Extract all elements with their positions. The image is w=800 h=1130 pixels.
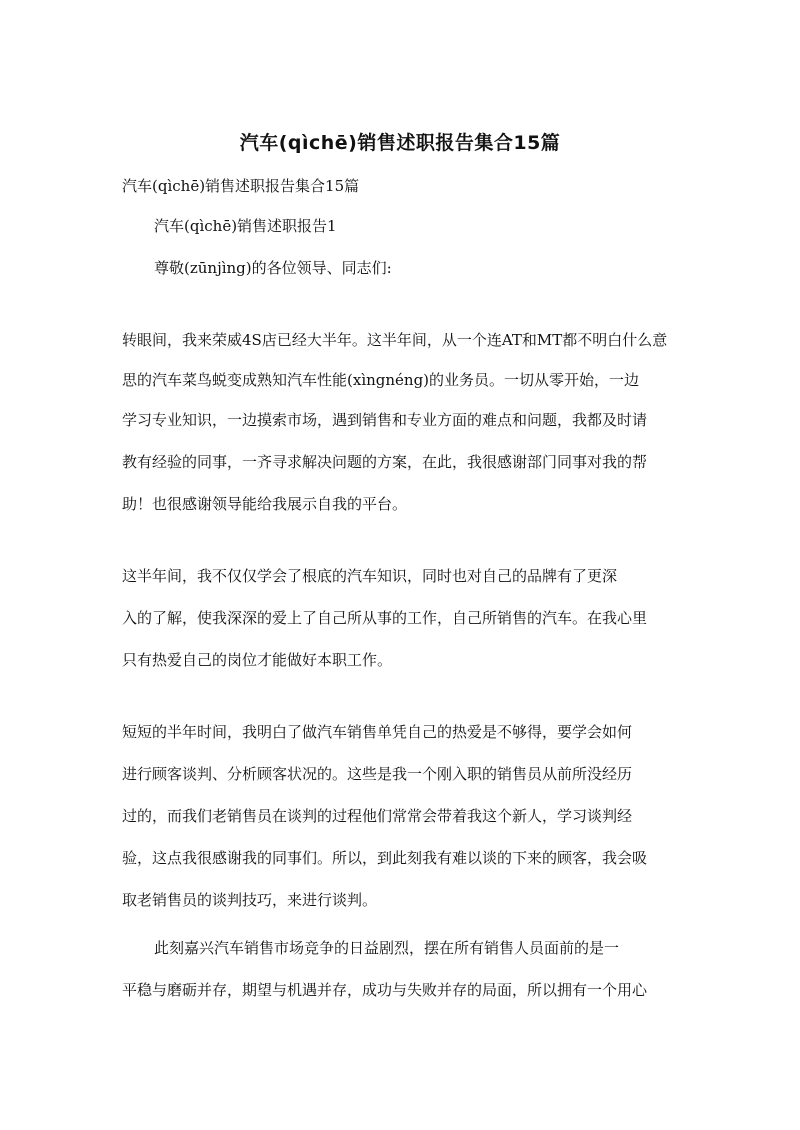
paragraph-1-line-4: 教有经验的同事，一齐寻求解决问题的方案，在此，我很感谢部门同事对我的帮 bbox=[122, 453, 648, 471]
paragraph-3-line-5: 取老销售员的谈判技巧，来进行谈判。 bbox=[122, 891, 378, 909]
paragraph-3-line-4: 验，这点我很感谢我的同事们。所以，到此刻我有难以谈的下来的顾客，我会吸 bbox=[122, 849, 648, 867]
paragraph-2-line-1: 这半年间，我不仅仅学会了根底的汽车知识，同时也对自己的品牌有了更深 bbox=[122, 567, 618, 585]
paragraph-1-line-2: 思的汽车菜鸟蜕变成熟知汽车性能(xìngnéng)的业务员。一切从零开始，一边 bbox=[122, 371, 640, 389]
paragraph-3-line-3: 过的，而我们老销售员在谈判的过程他们常常会带着我这个新人，学习谈判经 bbox=[122, 807, 633, 825]
paragraph-3-line-2: 进行顾客谈判、分析顾客状况的。这些是我一个刚入职的销售员从前所没经历 bbox=[122, 765, 633, 783]
paragraph-2-line-3: 只有热爱自己的岗位才能做好本职工作。 bbox=[122, 651, 393, 669]
paragraph-4-line-2: 平稳与磨砺并存，期望与机遇并存，成功与失败并存的局面，所以拥有一个用心 bbox=[122, 981, 648, 999]
paragraph-3-line-1: 短短的半年时间，我明白了做汽车销售单凭自己的热爱是不够得，要学会如何 bbox=[122, 723, 633, 741]
document-title: 汽车(qìchē)销售述职报告集合15篇 bbox=[239, 132, 561, 154]
paragraph-2-line-2: 入的了解，使我深深的爱上了自己所从事的工作，自己所销售的汽车。在我心里 bbox=[122, 609, 648, 627]
paragraph-4-line-1: 此刻嘉兴汽车销售市场竞争的日益剧烈，摆在所有销售人员面前的是一 bbox=[154, 939, 620, 957]
paragraph-1-line-1: 转眼间，我来荣威4S店已经大半年。这半年间，从一个连AT和MT都不明白什么意 bbox=[122, 331, 668, 349]
paragraph-1-line-3: 学习专业知识，一边摸索市场，遇到销售和专业方面的难点和问题，我都及时请 bbox=[122, 411, 648, 429]
document-subtitle: 汽车(qìchē)销售述职报告集合15篇 bbox=[122, 177, 360, 195]
paragraph-1-line-5: 助！也很感谢领导能给我展示自我的平台。 bbox=[122, 495, 408, 513]
section-heading: 汽车(qìchē)销售述职报告1 bbox=[154, 217, 337, 235]
salutation: 尊敬(zūnjìng)的各位领导、同志们: bbox=[154, 259, 392, 277]
